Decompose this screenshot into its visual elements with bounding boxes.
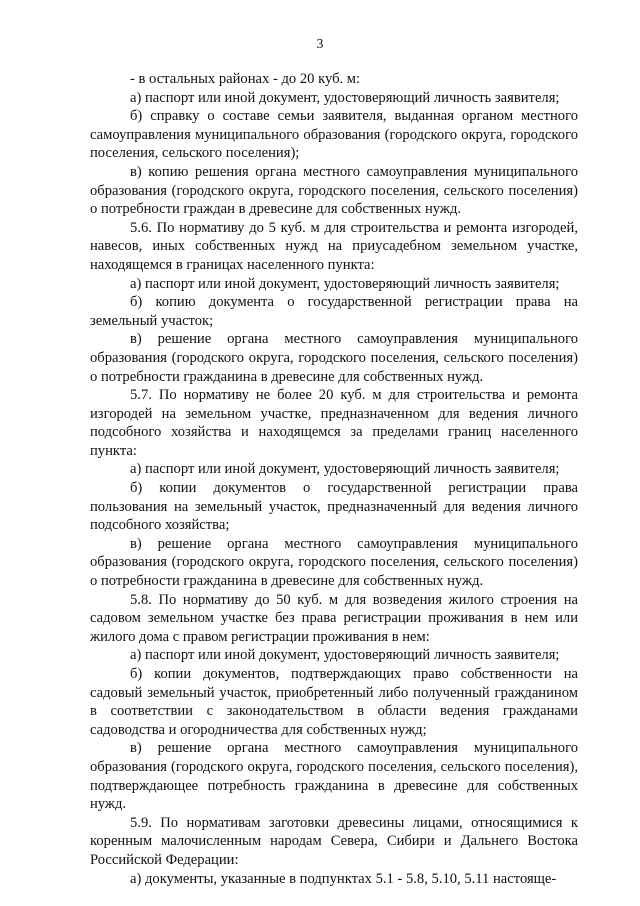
paragraph-15: б) копии документов, подтверждающих право собственности на садовый земельный участок, приобретенный либо полученный гражданином в соответствии с законодательством в области ведения гражданами садоводства и огородничества для собственных нужд; — [90, 666, 578, 738]
paragraph-11: б) копии документов о государственной регистрации права пользования на земельный участок, предназначенный для ведения личного подсобного хозяйства; — [90, 480, 578, 534]
paragraph-9: 5.7. По нормативу не более 20 куб. м для строительства и ремонта изгородей на земельном участке, предназначенном для ведения личного подсобного хозяйства и находящемся за пределами границ населенного пункта: — [90, 387, 578, 459]
paragraph-13: 5.8. По нормативу до 50 куб. м для возведения жилого строения на садовом земельном участке без права регистрации проживания в нем или жилого дома с правом регистрации проживания в нем: — [90, 591, 578, 645]
paragraph-7: б) копию документа о государственной регистрации права на земельный участок; — [90, 294, 578, 329]
document-body — [90, 70, 578, 888]
paragraph-3: б) справку о составе семьи заявителя, выданная органом местного самоуправления муниципального образования (городского округа, городского поселения, сельского поселения); — [90, 108, 578, 162]
paragraph-6: а) паспорт или иной документ, удостоверяющий личность заявителя; — [130, 275, 560, 292]
page-number: 3 — [316, 36, 324, 51]
paragraph-18: а) документы, указанные в подпунктах 5.1 - 5.8, 5.10, 5.11 настояще- — [130, 870, 557, 887]
paragraph-8: в) решение органа местного самоуправления муниципального образования (городского округа, городского поселения, сельского поселения) о потребности гражданина в древесине для собственных нужд. — [90, 331, 578, 385]
paragraph-1: - в остальных районах - до 20 куб. м: — [130, 71, 361, 87]
paragraph-5: 5.6. По нормативу до 5 куб. м для строительства и ремонта изгородей, навесов, иных собственных нужд на приусадебном земельном участке, находящемся в границах населенного пункта: — [90, 219, 578, 273]
paragraph-17: 5.9. По нормативам заготовки древесины лицами, относящимися к коренным малочисленным народам Севера, Сибири и Дальнего Востока Российской Федерации: — [90, 814, 578, 868]
paragraph-16: в) решение органа местного самоуправления муниципального образования (городского округа, городского поселения, сельского поселения), подтверждающее потребность гражданина в древесине для собственных нужд. — [90, 740, 578, 813]
paragraph-14: а) паспорт или иной документ, удостоверяющий личность заявителя; — [130, 647, 560, 664]
paragraph-4: в) копию решения органа местного самоуправления муниципального образования (городского округа, городского поселения, сельского поселения) о потребности граждан в древесине для собственных нужд. — [90, 163, 578, 218]
paragraph-12: в) решение органа местного самоуправления муниципального образования (городского округа, городского поселения, сельского поселения) о потребности гражданина в древесине для собственных нужд. — [90, 535, 578, 590]
paragraph-2: а) паспорт или иной документ, удостоверяющий личность заявителя; — [130, 89, 560, 106]
paragraph-10: а) паспорт или иной документ, удостоверяющий личность заявителя; — [130, 461, 560, 478]
